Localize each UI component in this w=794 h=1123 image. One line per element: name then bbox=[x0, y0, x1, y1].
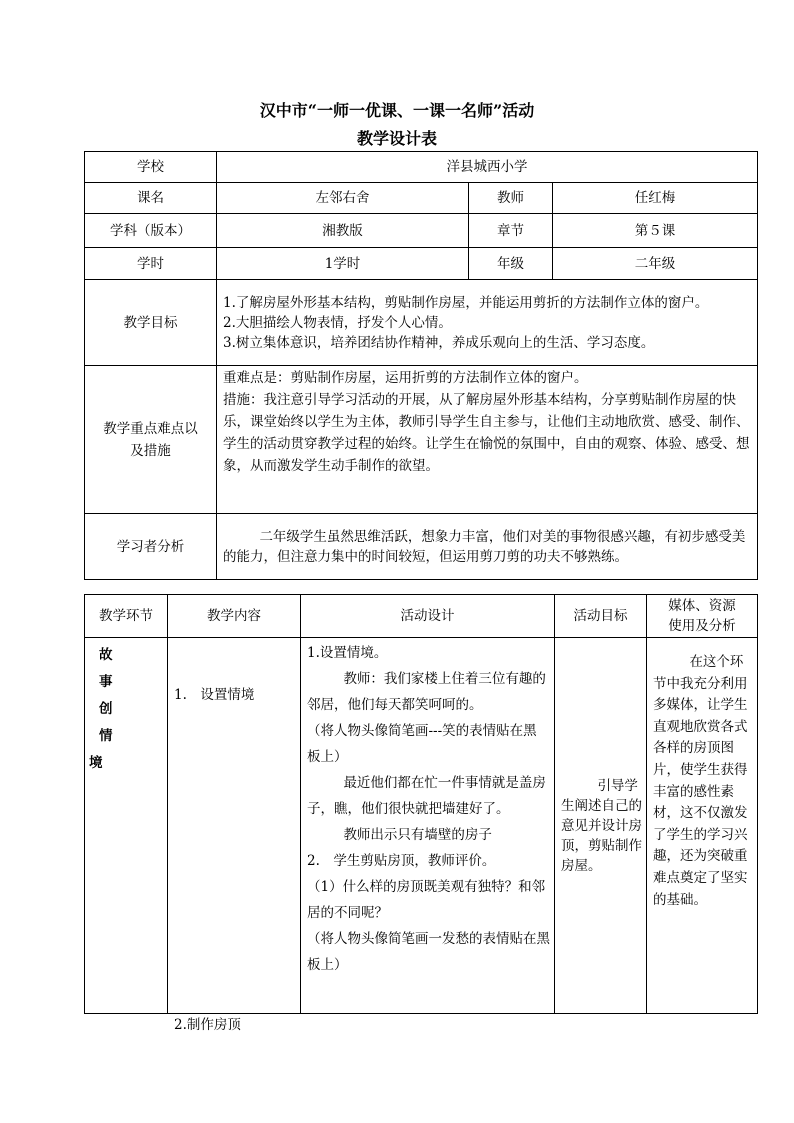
teacher-value: 任红梅 bbox=[553, 183, 758, 214]
goals-label: 教学目标 bbox=[85, 280, 217, 366]
learner-label: 学习者分析 bbox=[85, 514, 217, 580]
header-media-line1: 媒体、资源 bbox=[668, 598, 736, 614]
activity-line: （1）什么样的房顶既美观有独特？和邻居的不同呢？ bbox=[307, 879, 546, 921]
header-stage: 教学环节 bbox=[85, 595, 168, 638]
activity-cell bbox=[301, 638, 555, 1014]
stage-char: 故 bbox=[99, 647, 113, 663]
keypoints-difficulty: 重难点是：剪贴制作房屋，运用折剪的方法制作立体的窗户。 bbox=[223, 370, 588, 386]
grade-label: 年级 bbox=[469, 248, 553, 280]
header-media bbox=[647, 595, 758, 638]
stage-cell bbox=[85, 638, 168, 1014]
activity-line: 教师出示只有墙壁的房子 bbox=[343, 827, 492, 843]
activity-goal-cell: 引导学生阐述自己的意见并设计房顶，剪贴制作房屋。 bbox=[555, 638, 647, 1014]
stage-char: 境 bbox=[89, 755, 103, 771]
grade-value: 二年级 bbox=[553, 248, 758, 280]
chapter-label: 章节 bbox=[469, 214, 553, 248]
media-cell: 在这个环节中我充分利用多媒体，让学生直观地欣赏各式各样的房顶图片，使学生获得丰富的感性素材，这不仅激发了学生的学习兴趣，还为突破重难点奠定了坚实的基础。 bbox=[647, 638, 758, 1014]
school-label: 学校 bbox=[85, 152, 217, 183]
chapter-value: 第５课 bbox=[553, 214, 758, 248]
document-subtitle: 教学设计表 bbox=[356, 129, 437, 148]
activity-line: 1.设置情境。 bbox=[307, 645, 388, 661]
keypoints-cell bbox=[217, 366, 758, 514]
activity-line: 最近他们都在忙一件事情就是盖房子，瞧，他们很快就把墙建好了。 bbox=[307, 775, 546, 817]
school-value: 洋县城西小学 bbox=[217, 152, 758, 183]
subject-value: 湘教版 bbox=[217, 214, 469, 248]
info-table bbox=[84, 151, 758, 580]
stage-char: 事 bbox=[99, 674, 113, 690]
header-media-line2: 使用及分析 bbox=[668, 618, 736, 634]
header-activity: 活动设计 bbox=[301, 595, 555, 638]
keypoints-label: 教学重点难点以及措施 bbox=[85, 366, 217, 514]
goal-item: 1.了解房屋外形基本结构，剪贴制作房屋，并能运用剪折的方法制作立体的窗户。 bbox=[223, 294, 709, 311]
goals-cell bbox=[217, 280, 758, 366]
process-table bbox=[84, 594, 758, 1033]
activity-line: 2. 学生剪贴房顶，教师评价。 bbox=[307, 853, 496, 869]
goal-item: 3.树立集体意识，培养团结协作精神，养成乐观向上的生活、学习态度。 bbox=[223, 334, 655, 351]
activity-line: （将人物头像简笔画一发愁的表情贴在黑板上） bbox=[307, 931, 550, 973]
learner-text: 二年级学生虽然思维活跃，想象力丰富，他们对美的事物很感兴趣，有初步感受美的能力，但注意力集中的时间较短，但运用剪刀剪的功夫不够熟练。 bbox=[217, 514, 758, 580]
teacher-label: 教师 bbox=[469, 183, 553, 214]
course-value: 左邻右舍 bbox=[217, 183, 469, 214]
document-title: 汉中市“一师一优课、一课一名师”活动 bbox=[259, 101, 535, 120]
header-goal: 活动目标 bbox=[555, 595, 647, 638]
keypoints-measures: 措施：我注意引导学习活动的开展，从了解房屋外形基本结构，分享剪贴制作房屋的快乐，课堂始终以学生为主体，教师引导学生自主参与，让他们主动地欣赏、感受、制作、学生的活动贯穿教学过程的始终。让学生在愉悦的氛围中，自由的观察、体验、感受、想象，从而激发学生动手制作的欲望。 bbox=[223, 392, 750, 474]
activity-line: 教师：我们家楼上住着三位有趣的邻居，他们每天都笑呵呵的。 bbox=[307, 671, 546, 713]
content-item-2: 2.制作房顶 bbox=[174, 1017, 241, 1033]
content-cell bbox=[168, 638, 301, 1033]
stage-char: 创 bbox=[99, 701, 113, 717]
activity-line: （将人物头像简笔画---笑的表情贴在黑板上） bbox=[307, 723, 537, 765]
subject-label: 学科（版本） bbox=[85, 214, 217, 248]
course-label: 课名 bbox=[85, 183, 217, 214]
header-content: 教学内容 bbox=[168, 595, 301, 638]
content-item-1: 1. 设置情境 bbox=[174, 687, 255, 703]
stage-char: 情 bbox=[99, 728, 113, 744]
hours-value: 1学时 bbox=[217, 248, 469, 280]
hours-label: 学时 bbox=[85, 248, 217, 280]
goal-item: 2.大胆描绘人物表情，抒发个人心情。 bbox=[223, 314, 452, 331]
